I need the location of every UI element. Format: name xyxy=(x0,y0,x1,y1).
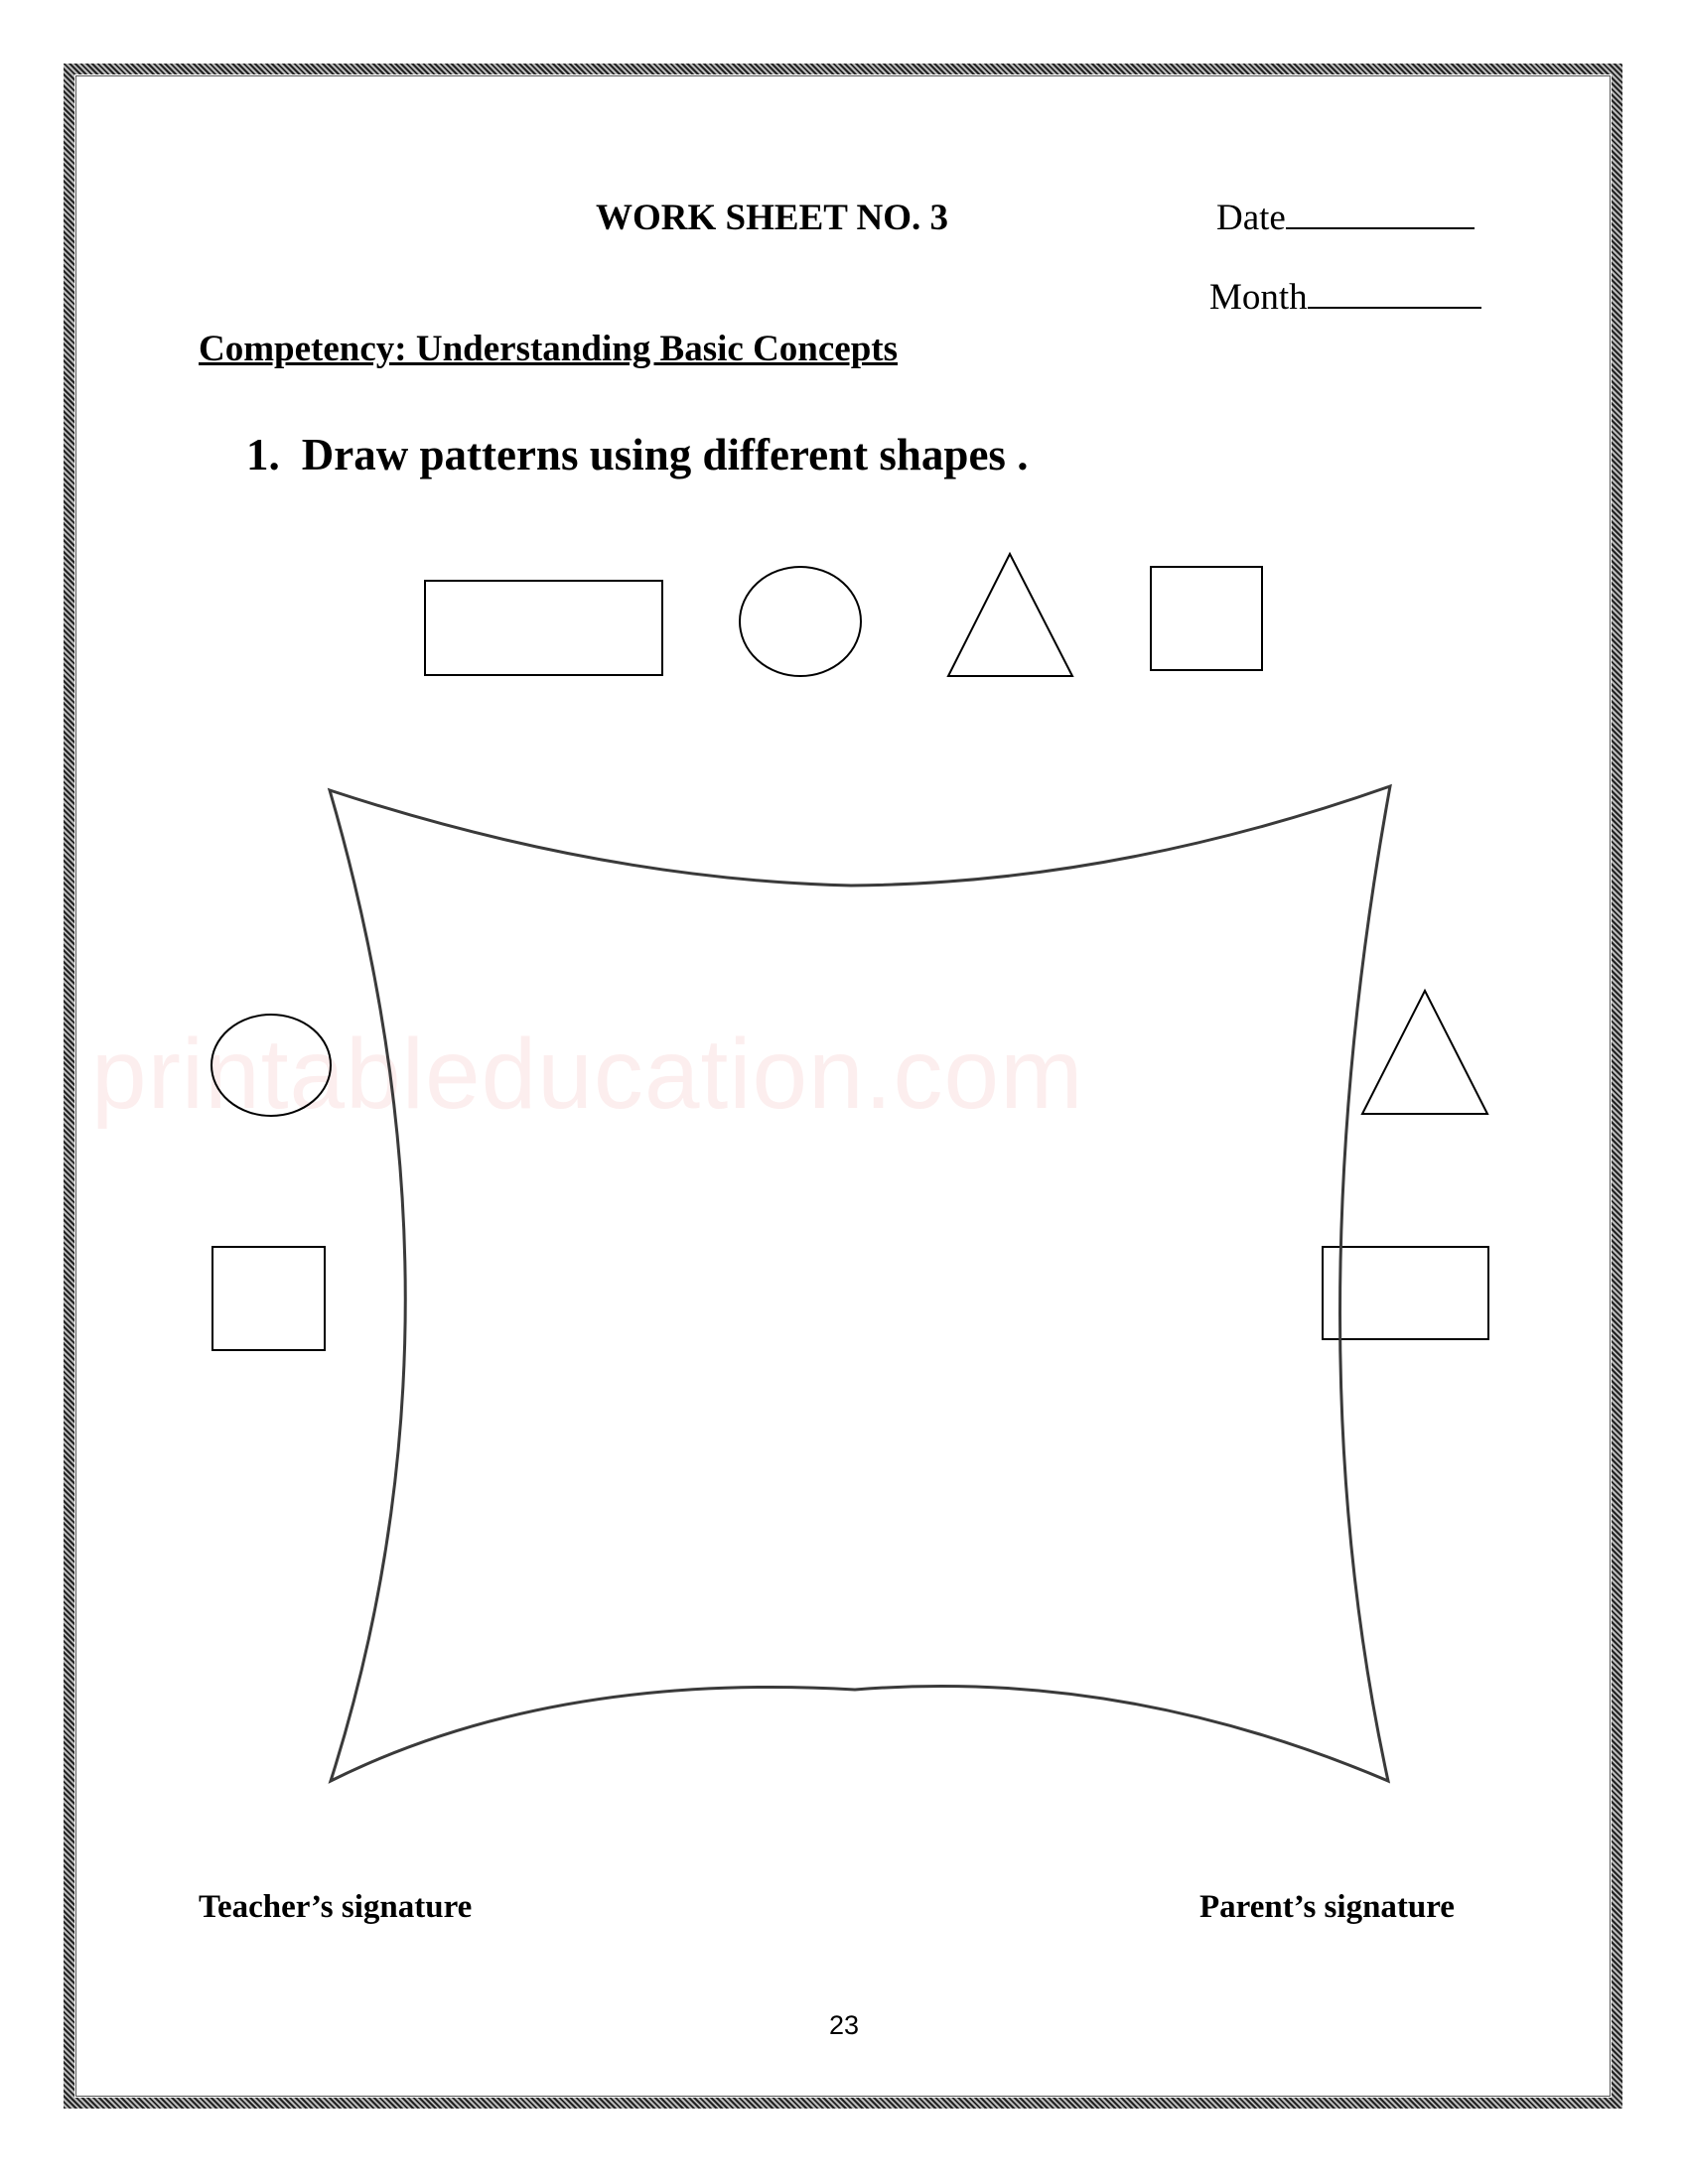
teacher-signature-label: Teacher’s signature xyxy=(199,1889,473,1925)
question-text: Draw patterns using different shapes . xyxy=(301,430,1029,479)
watermark: printableducation.com xyxy=(91,1019,1084,1130)
top-square-shape xyxy=(1151,567,1262,670)
parent-signature-label: Parent’s signature xyxy=(1199,1889,1455,1925)
top-rectangle-shape xyxy=(425,581,662,675)
top-circle-shape xyxy=(740,567,861,676)
top-triangle-shape xyxy=(948,554,1072,676)
right-rectangle-shape xyxy=(1323,1247,1488,1339)
left-circle-shape xyxy=(211,1015,331,1116)
competency-heading: Competency: Understanding Basic Concepts xyxy=(199,329,899,369)
drawing-frame xyxy=(330,786,1390,1781)
question-number: 1. xyxy=(246,430,280,479)
left-square-shape xyxy=(212,1247,325,1350)
right-triangle-shape xyxy=(1362,991,1487,1114)
date-label: Date xyxy=(1216,198,1286,238)
month-label: Month xyxy=(1209,277,1308,318)
worksheet-title: WORK SHEET NO. 3 xyxy=(596,198,949,238)
page-number: 23 xyxy=(828,2010,860,2040)
